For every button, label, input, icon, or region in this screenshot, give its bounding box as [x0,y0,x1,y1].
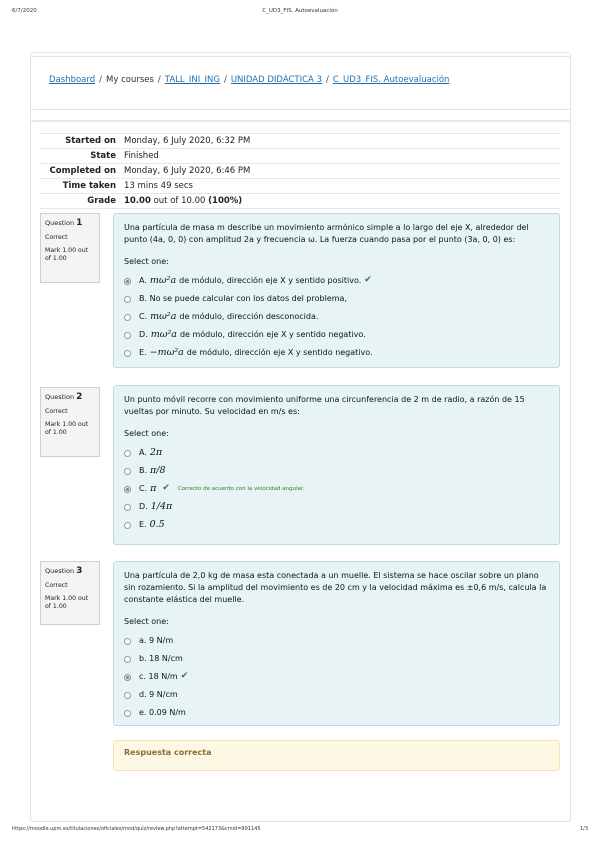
option-math: −mω²a [149,346,184,358]
breadcrumb [49,75,449,85]
breadcrumb-unit[interactable]: UNIDAD DIDÁCTICA 3 [230,75,322,85]
answer-option[interactable] [124,308,549,326]
radio-icon[interactable] [124,350,131,357]
check-icon: ✔ [162,483,170,494]
check-icon: ✔ [364,275,372,286]
question-label: Question [45,219,75,227]
option-text: 9 N/cm [149,690,178,699]
question-1-info [40,213,100,283]
option-text: de módulo, dirección eje X y sentido negativo. [186,348,373,357]
option-math: 0.5 [149,518,165,530]
question-3-info [40,561,100,625]
answer-option[interactable] [124,516,549,534]
radio-checked-icon[interactable] [124,674,131,681]
question-number [45,392,95,402]
question-2-content [113,385,560,545]
option-letter: c. [139,672,146,681]
option-letter: A. [139,448,147,457]
breadcrumb-container [30,56,571,110]
option-letter: a. [139,636,147,645]
answer-option[interactable] [124,650,549,668]
select-one-prompt: Select one: [124,429,169,438]
summary-label: Time taken [62,181,116,191]
radio-icon[interactable] [124,504,131,511]
breadcrumb-separator: / [157,75,161,85]
question-2-info [40,387,100,457]
radio-icon[interactable] [124,656,131,663]
question-text: Una partícula de masa m describe un movimiento armónico simple a lo largo del eje X, alrededor del punto (4a, 0, 0) con amplitud 2a y frecuencia ω. La fuerza cuando pasa por el punto (3a, 0, 0) es: [124,223,529,244]
breadcrumb-quiz[interactable]: C_UD3_FIS. Autoevaluación [332,75,450,85]
answer-option[interactable] [124,272,549,290]
summary-value: 13 mins 49 secs [124,181,193,191]
option-letter: C. [139,484,148,493]
option-math: 1/4π [150,500,173,512]
question-label: Question [45,393,75,401]
question-number [45,218,95,228]
answer-option[interactable] [124,290,549,308]
summary-row [40,134,560,149]
question-label: Question [45,567,75,575]
answer-option[interactable] [124,686,549,704]
radio-icon[interactable] [124,296,131,303]
answer-option[interactable] [124,326,549,344]
summary-value: Monday, 6 July 2020, 6:32 PM [124,136,251,146]
option-feedback: Correcto de acuerdo con la velocidad angular. [177,485,305,492]
question-number [45,566,95,576]
answer-option[interactable] [124,668,549,686]
radio-icon[interactable] [124,522,131,529]
question-number-value: 1 [76,218,83,228]
print-header [12,8,588,18]
print-title: C_UD3_FIS. Autoevaluación [262,8,338,14]
summary-label: Started on [65,136,116,146]
general-feedback: Respuesta correcta [113,740,560,771]
breadcrumb-dashboard[interactable]: Dashboard [49,75,96,85]
summary-value: Monday, 6 July 2020, 6:46 PM [124,166,251,176]
question-mark: Mark 1.00 out of 1.00 [45,595,89,611]
grade-out-of: out of 10.00 [150,196,209,206]
summary-row [40,164,560,179]
print-date: 6/7/2020 [12,8,37,14]
option-math: 2π [149,446,163,458]
question-number-value: 3 [76,566,83,576]
option-text: 0.09 N/m [149,708,186,717]
grade-percent: (100%) [208,196,243,206]
grade-value [122,194,560,209]
question-mark: Mark 1.00 out of 1.00 [45,247,89,263]
breadcrumb-separator: / [223,75,227,85]
question-text: Una partícula de 2,0 kg de masa esta conectada a un muelle. El sistema se hace oscilar sobre un plano sin rozamiento. Si la amplitud del movimiento es de 20 cm y la velocidad máxima es ±0,6 m/s, calcula la constante elástica del muelle. [124,571,547,604]
option-letter: C. [139,312,148,321]
grade-score: 10.00 [124,196,151,206]
option-math: mω²a [150,310,177,322]
option-math: π [150,482,157,494]
option-text: 18 N/m [148,672,178,681]
answer-option[interactable] [124,444,549,462]
option-text: No se puede calcular con los datos del problema, [149,294,347,303]
select-one-prompt: Select one: [124,617,169,626]
radio-icon[interactable] [124,692,131,699]
question-3-content [113,561,560,726]
radio-icon[interactable] [124,468,131,475]
question-status: Correct [45,408,68,415]
radio-icon[interactable] [124,450,131,457]
breadcrumb-my-courses: My courses [106,75,154,85]
option-text: 18 N/cm [149,654,183,663]
option-math: mω²a [149,274,177,286]
question-number-value: 2 [76,392,83,402]
answer-option[interactable] [124,498,549,516]
option-text: 9 N/m [149,636,174,645]
option-letter: e. [139,708,147,717]
option-letter: d. [139,690,147,699]
breadcrumb-separator: / [99,75,102,85]
option-letter: B. [139,294,148,303]
select-one-prompt: Select one: [124,257,169,266]
summary-label: State [90,151,116,161]
answer-option[interactable] [124,462,549,480]
check-icon: ✔ [180,671,189,682]
breadcrumb-separator: / [325,75,329,85]
radio-checked-icon[interactable] [124,278,131,285]
summary-row [40,194,560,209]
print-url: https://moodle.upm.es/titulaciones/oficiales/mod/quiz/review.php?attempt=542173&cmid=991145 [12,826,261,832]
summary-label: Grade [87,196,116,206]
question-1-content [113,213,560,368]
radio-icon[interactable] [124,332,131,339]
option-text: de módulo, dirección desconocida. [179,312,319,321]
option-letter: D. [139,502,148,511]
summary-label: Completed on [49,166,116,176]
option-letter: A. [139,276,147,285]
print-footer [12,826,588,836]
radio-icon[interactable] [124,710,131,717]
option-text: de módulo, dirección eje X y sentido negativo. [179,330,366,339]
question-status: Correct [45,234,68,241]
option-letter: b. [139,654,147,663]
answer-option[interactable] [124,632,549,650]
summary-row [40,149,560,164]
attempt-summary-table [40,133,560,209]
answer-option[interactable] [124,704,549,722]
option-letter: E. [139,520,147,529]
answer-option[interactable] [124,344,549,362]
question-status: Correct [45,582,68,589]
answer-option[interactable] [124,480,549,498]
summary-value: Finished [124,151,159,161]
question-text: Un punto móvil recorre con movimiento uniforme una circunferencia de 2 m de radio, a razón de 15 vueltas por minuto. Su velocidad en m/s es: [124,395,525,416]
option-math: π/8 [150,464,166,476]
radio-icon[interactable] [124,314,131,321]
radio-icon[interactable] [124,638,131,645]
print-page-number: 1/3 [579,826,588,832]
option-letter: E. [139,348,147,357]
option-letter: B. [139,466,148,475]
option-text: de módulo, dirección eje X y sentido positivo. [179,276,362,285]
question-mark: Mark 1.00 out of 1.00 [45,421,89,437]
option-math: mω²a [150,328,177,340]
summary-row [40,179,560,194]
breadcrumb-course[interactable]: TALL_INI_ING [164,75,220,85]
radio-checked-icon[interactable] [124,486,131,493]
option-letter: D. [139,330,148,339]
